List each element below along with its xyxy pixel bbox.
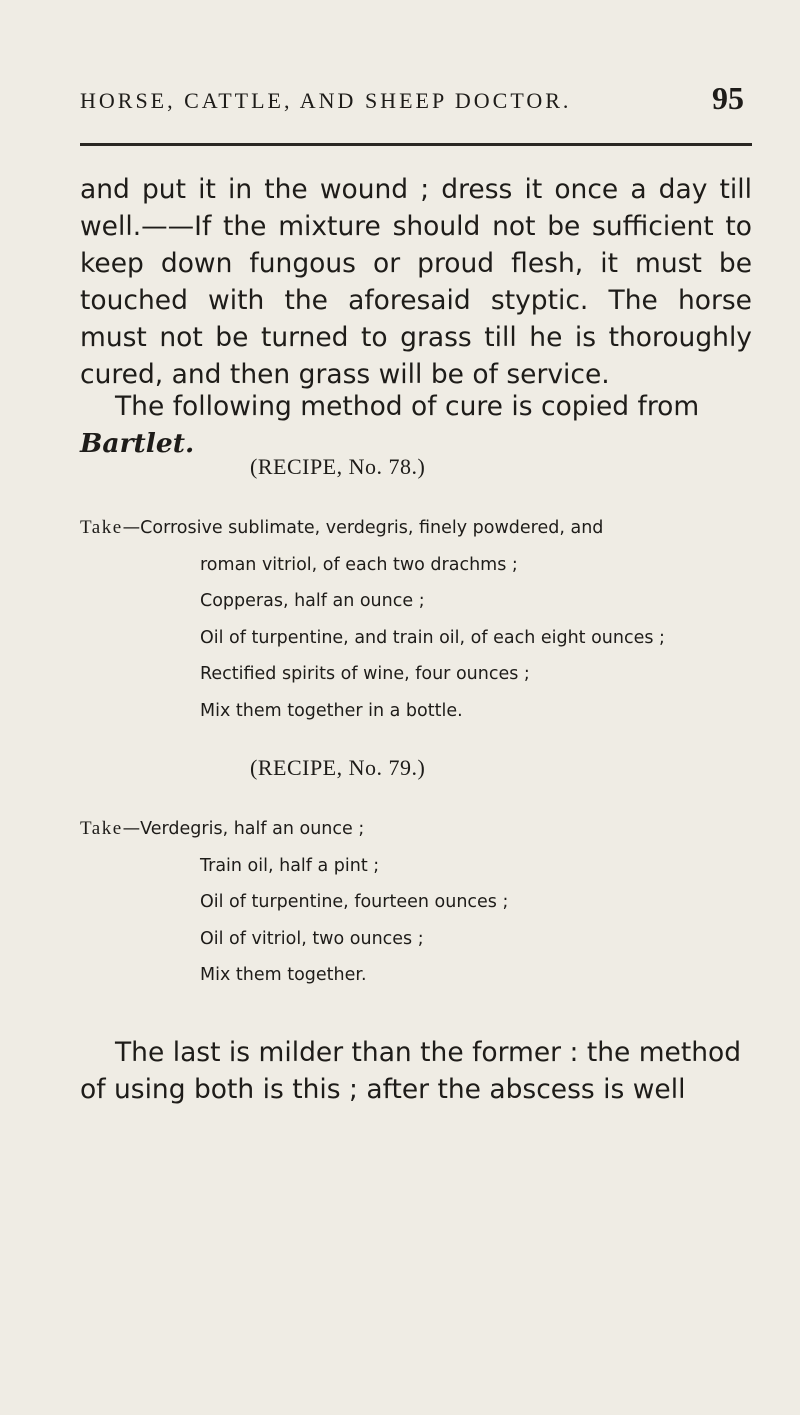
- paragraph-text: The last is milder than the former : the method of using both is this ; after the abscess is well: [80, 1037, 742, 1105]
- ingredient: Oil of vitriol, two ounces ;: [200, 928, 424, 949]
- ingredient: Mix them together in a bottle.: [200, 700, 463, 721]
- paragraph-text: and put it in the wound ; dress it once a day till well.——If the mixture should not be sufficient to keep down fungous or proud flesh, it must be touched with the aforesaid styptic. The horse must not be turned to grass till he is thoroughly cured, and then grass will be of service.: [80, 174, 752, 390]
- header-rule: [80, 143, 752, 146]
- ingredient: Rectified spirits of wine, four ounces ;: [200, 664, 530, 684]
- running-head: HORSE, CATTLE, AND SHEEP DOCTOR.: [80, 88, 572, 113]
- author-name: Bartlet.: [80, 428, 195, 459]
- take-label: Take: [80, 517, 123, 538]
- recipe-first-line: [80, 811, 752, 848]
- ingredient: Train oil, half a pint ;: [200, 855, 380, 876]
- paragraph-text: [80, 388, 752, 462]
- paragraph-wound-dressing: [80, 171, 752, 393]
- recipe-78: [80, 510, 752, 729]
- ingredient: roman vitriol, of each two drachms ;: [200, 554, 518, 575]
- paragraph-final: [80, 1034, 752, 1108]
- ingredient: Copperas, half an ounce ;: [200, 591, 425, 611]
- recipe-first-line: [80, 510, 752, 547]
- intro-text: The following method of cure is copied from: [115, 391, 700, 422]
- ingredient: —Corrosive sublimate, verdegris, finely powdered, and: [122, 518, 604, 538]
- page-number: 95: [712, 80, 744, 116]
- recipe-heading: (RECIPE, No. 78.): [250, 454, 426, 479]
- ingredient: Oil of turpentine, fourteen ounces ;: [200, 892, 509, 912]
- ingredient: Mix them together.: [200, 965, 367, 985]
- paragraph-bartlet-intro: [80, 388, 752, 462]
- ingredient: Oil of turpentine, and train oil, of each eight ounces ;: [200, 627, 665, 648]
- recipe-heading: (RECIPE, No. 79.): [250, 755, 426, 780]
- take-label: Take: [80, 818, 123, 839]
- recipe-79: [80, 811, 752, 994]
- ingredient: —Verdegris, half an ounce ;: [122, 819, 365, 839]
